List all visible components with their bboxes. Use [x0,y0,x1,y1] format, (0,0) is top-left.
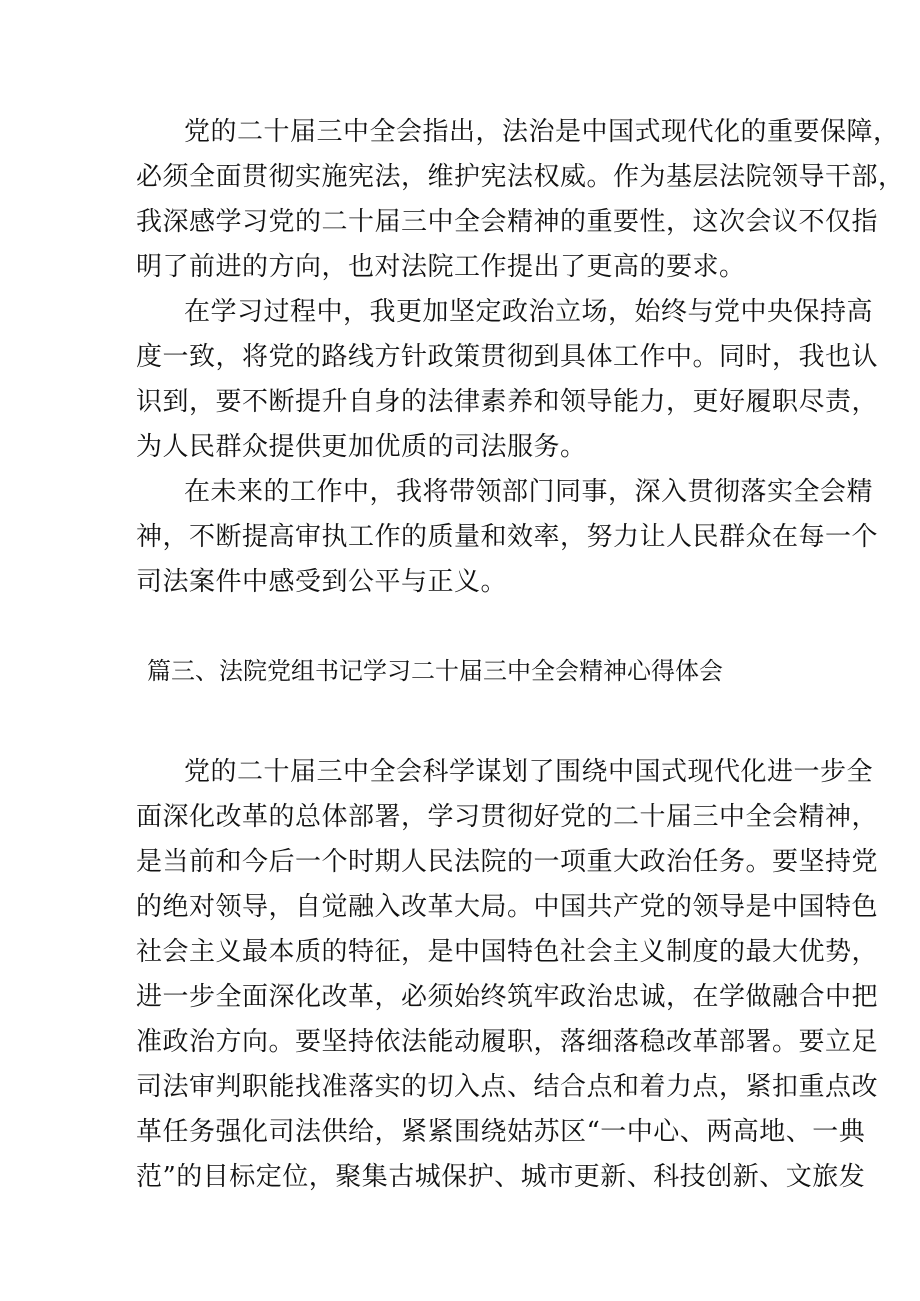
paragraph-line: 面深化改革的总体部署，学习贯彻好党的二十届三中全会精神， [136,802,879,832]
paragraph-line: 神，不断提高审执工作的质量和效率，努力让人民群众在每一个 [136,522,879,552]
paragraph-line: 在未来的工作中，我将带领部门同事，深入贯彻落实全会精 [184,477,874,507]
paragraph-line: 明了前进的方向，也对法院工作提出了更高的要求。 [136,252,746,282]
paragraph-line: 的绝对领导，自觉融入改革大局。中国共产党的领导是中国特色 [136,892,879,922]
paragraph-line: 革任务强化司法供给，紧紧围绕姑苏区“一中心、两高地、一典 [136,1117,866,1147]
paragraph-line: 司法案件中感受到公平与正义。 [136,567,508,597]
paragraph-line: 党的二十届三中全会科学谋划了围绕中国式现代化进一步全 [184,757,874,787]
paragraph-line: 必须全面贯彻实施宪法，维护宪法权威。作为基层法院领导干部， [136,162,905,192]
paragraph-line: 准政治方向。要坚持依法能动履职，落细落稳改革部署。要立足 [136,1027,879,1057]
paragraph-line: 在学习过程中，我更加坚定政治立场，始终与党中央保持高 [184,297,874,327]
section-heading: 篇三、法院党组书记学习二十届三中全会精神心得体会 [147,657,723,685]
paragraph-line: 司法审判职能找准落实的切入点、结合点和着力点，紧扣重点改 [136,1072,879,1102]
paragraph-line: 社会主义最本质的特征，是中国特色社会主义制度的最大优势， [136,937,879,967]
paragraph-line: 范”的目标定位，聚集古城保护、城市更新、科技创新、文旅发 [136,1162,866,1192]
paragraph-line: 识到，要不断提升自身的法律素养和领导能力，更好履职尽责， [136,387,879,417]
paragraph-line: 度一致，将党的路线方针政策贯彻到具体工作中。同时，我也认 [136,342,879,372]
paragraph-line: 为人民群众提供更加优质的司法服务。 [136,432,587,462]
paragraph-line: 进一步全面深化改革，必须始终筑牢政治忠诚，在学做融合中把 [136,982,879,1012]
paragraph-line: 党的二十届三中全会指出，法治是中国式现代化的重要保障， [184,117,900,147]
paragraph-line: 是当前和今后一个时期人民法院的一项重大政治任务。要坚持党 [136,847,879,877]
paragraph-line: 我深感学习党的二十届三中全会精神的重要性，这次会议不仅指 [136,207,879,237]
